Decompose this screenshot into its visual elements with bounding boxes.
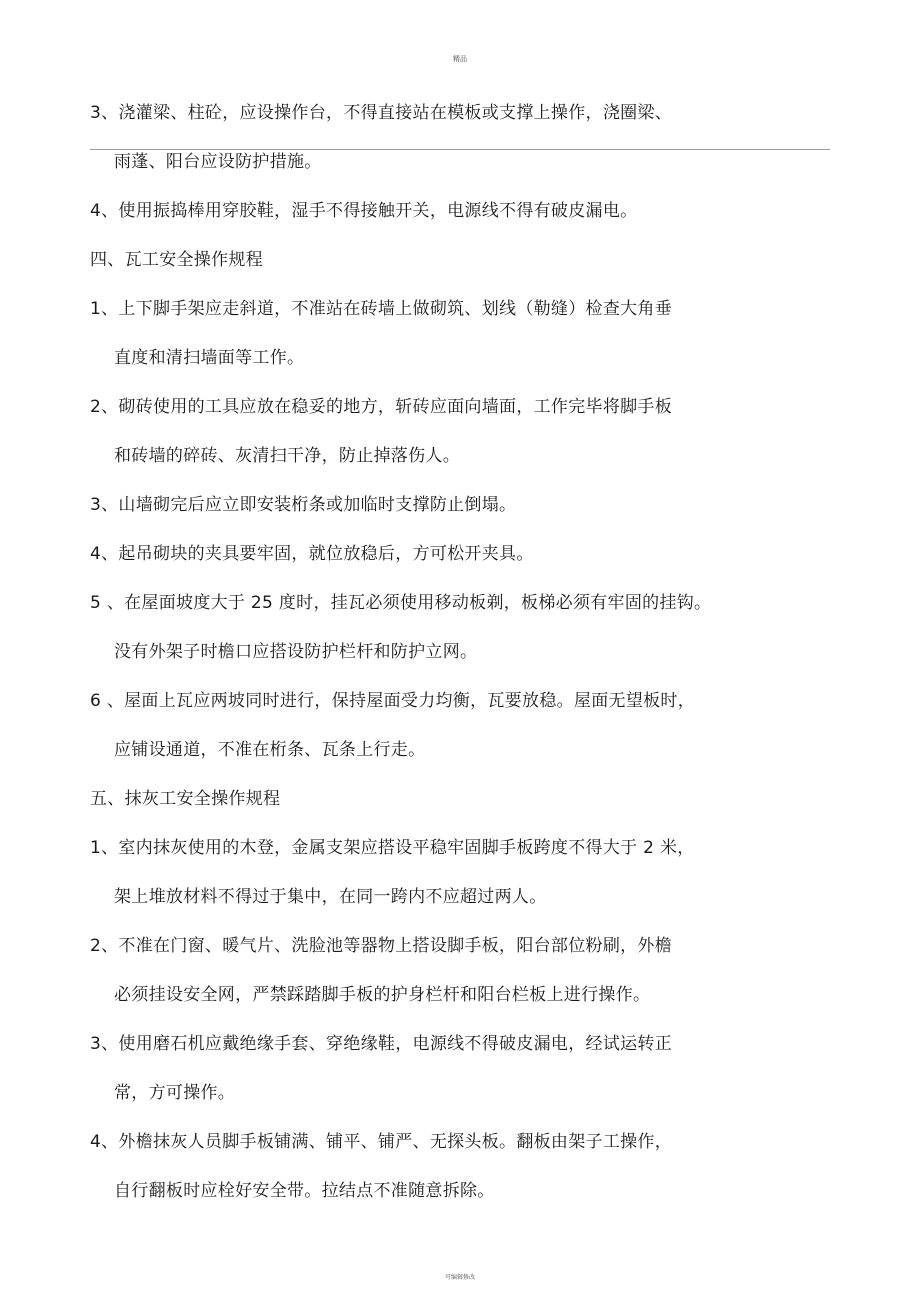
page-footer-label: 可编辑修改 xyxy=(444,1274,475,1281)
rule-item-continuation: 自行翻板时应栓好安全带。拉结点不准随意拆除。 xyxy=(114,1181,495,1201)
rule-item: 1、室内抹灰使用的木登，金属支架应搭设平稳牢固脚手板跨度不得大于 2 米， xyxy=(90,838,695,858)
rule-item: 2、砌砖使用的工具应放在稳妥的地方，斩砖应面向墙面，工作完毕将脚手板 xyxy=(90,397,673,417)
rule-item-continuation: 架上堆放材料不得过于集中，在同一跨内不应超过两人。 xyxy=(114,887,547,907)
header-divider xyxy=(90,149,830,150)
rule-item: 5 、在屋面坡度大于 25 度时，挂瓦必须使用移动板剃，板梯必须有牢固的挂钩。 xyxy=(90,593,712,613)
rule-item: 3、使用磨石机应戴绝缘手套、穿绝缘鞋，电源线不得破皮漏电，经试运转正 xyxy=(90,1034,673,1054)
rule-item-continuation: 常，方可操作。 xyxy=(114,1083,236,1103)
rule-item: 3、山墙砌完后应立即安装桁条或加临时支撑防止倒塌。 xyxy=(90,495,517,515)
page-header-label: 精品 xyxy=(453,55,467,63)
rule-item-continuation: 雨蓬、阳台应设防护措施。 xyxy=(114,152,322,172)
rule-item-continuation: 直度和清扫墙面等工作。 xyxy=(114,348,305,368)
rule-item: 1、上下脚手架应走斜道，不准站在砖墙上做砌筑、划线（勒缝）检查大角垂 xyxy=(90,299,673,319)
rule-item-continuation: 没有外架子时檐口应搭设防护栏杆和防护立网。 xyxy=(114,642,478,662)
section-heading: 五、抹灰工安全操作规程 xyxy=(90,789,281,809)
rule-item-continuation: 应铺设通道，不准在桁条、瓦条上行走。 xyxy=(114,740,426,760)
rule-item: 4、外檐抹灰人员脚手板铺满、铺平、铺严、无探头板。翻板由架子工操作， xyxy=(90,1132,673,1152)
section-heading: 四、瓦工安全操作规程 xyxy=(90,250,263,270)
rule-item: 6 、屋面上瓦应两坡同时进行，保持屋面受力均衡，瓦要放稳。屋面无望板时， xyxy=(90,691,696,711)
rule-item-continuation: 必须挂设安全网，严禁踩踏脚手板的护身栏杆和阳台栏板上进行操作。 xyxy=(114,985,651,1005)
rule-item: 2、不准在门窗、暖气片、洗脸池等器物上搭设脚手板，阳台部位粉刷，外檐 xyxy=(90,936,673,956)
rule-item-continuation: 和砖墙的碎砖、灰清扫干净，防止掉落伤人。 xyxy=(114,446,460,466)
rule-item: 4、起吊砌块的夹具要牢固，就位放稳后，方可松开夹具。 xyxy=(90,544,534,564)
rule-item: 4、使用振捣棒用穿胶鞋，湿手不得接触开关，电源线不得有破皮漏电。 xyxy=(90,201,638,221)
rule-item: 3、浇灌梁、柱砼，应设操作台，不得直接站在模板或支撑上操作，浇圈梁、 xyxy=(90,103,673,123)
